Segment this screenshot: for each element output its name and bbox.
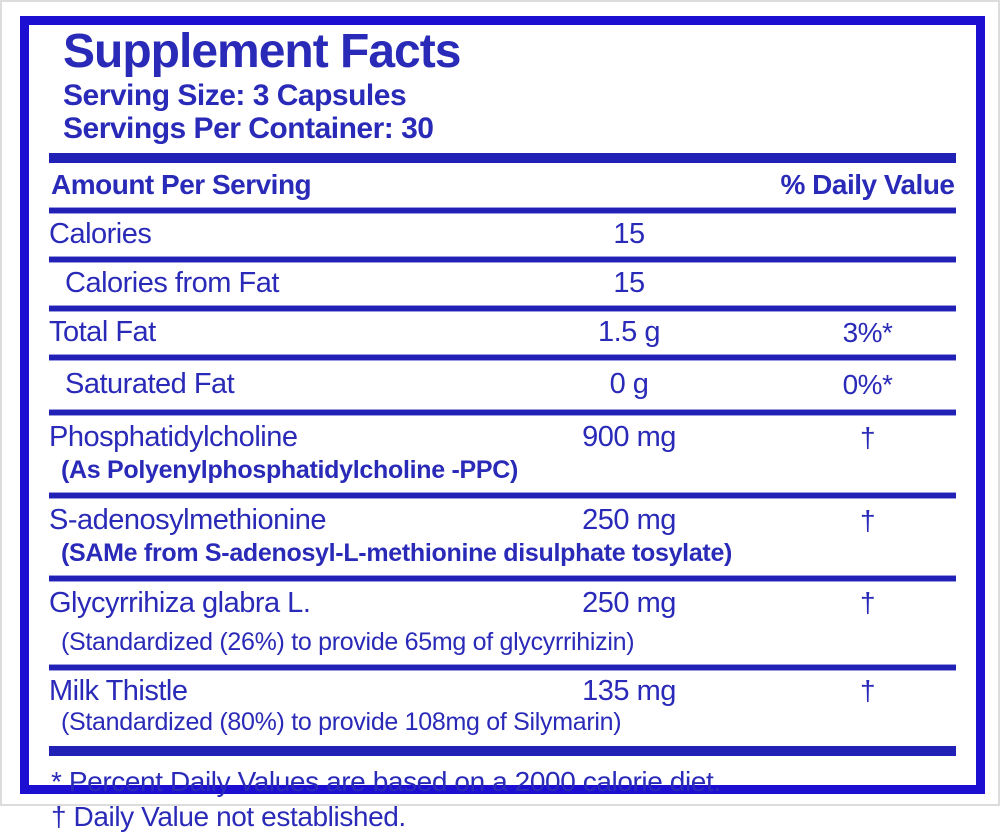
footnote-dagger: † Daily Value not established. xyxy=(51,801,406,833)
divider-thick-bottom xyxy=(49,746,956,756)
footnotes xyxy=(49,756,956,834)
supplement-facts-panel xyxy=(20,16,985,833)
panel-title: Supplement Facts xyxy=(63,25,461,78)
servings-per-container: Servings Per Container: 30 xyxy=(63,112,434,146)
amount-per-serving-header: Amount Per Serving xyxy=(51,169,312,201)
serving-size: Serving Size: 3 Capsules xyxy=(63,79,407,113)
row-calories: Calories 15 xyxy=(49,218,645,251)
divider-thick-top xyxy=(49,153,956,163)
row-milk-thistle: Milk Thistle 135 mg † (Standardized (80%) to provide 108mg of Silymarin) xyxy=(49,670,956,747)
daily-value-header: % Daily Value xyxy=(780,169,955,201)
row-s-adenosylmethionine: S-adenosylmethionine 250 mg † (SAMe from S-adenosyl-L-methionine disulphate tosylate) xyxy=(49,498,956,576)
row-saturated-fat: Saturated Fat 0 g 0%* xyxy=(65,368,893,401)
row-note: (SAMe from S-adenosyl-L-methionine disulphate tosylate) xyxy=(61,539,733,568)
row-note: (As Polyenylphosphatidylcholine -PPC) xyxy=(61,456,519,485)
footnote-percent-dv: * Percent Daily Values are based on a 2000 calorie diet. xyxy=(51,766,721,798)
serving-info xyxy=(49,79,956,145)
row-note: (Standardized (80%) to provide 108mg of Silymarin) xyxy=(61,707,622,736)
row-phosphatidylcholine: Phosphatidylcholine 900 mg † (As Polyenylphosphatidylcholine -PPC) xyxy=(49,415,956,493)
row-calories-from-fat: Calories from Fat 15 xyxy=(65,267,645,300)
row-note: (Standardized (26%) to provide 65mg of glycyrrihizin) xyxy=(61,627,635,656)
row-glycyrrihiza: Glycyrrihiza glabra L. 250 mg † (Standardized (26%) to provide 65mg of glycyrrihizin) xyxy=(49,581,956,665)
row-total-fat: Total Fat 1.5 g 3%* xyxy=(49,316,893,349)
table-header-row xyxy=(49,163,956,208)
